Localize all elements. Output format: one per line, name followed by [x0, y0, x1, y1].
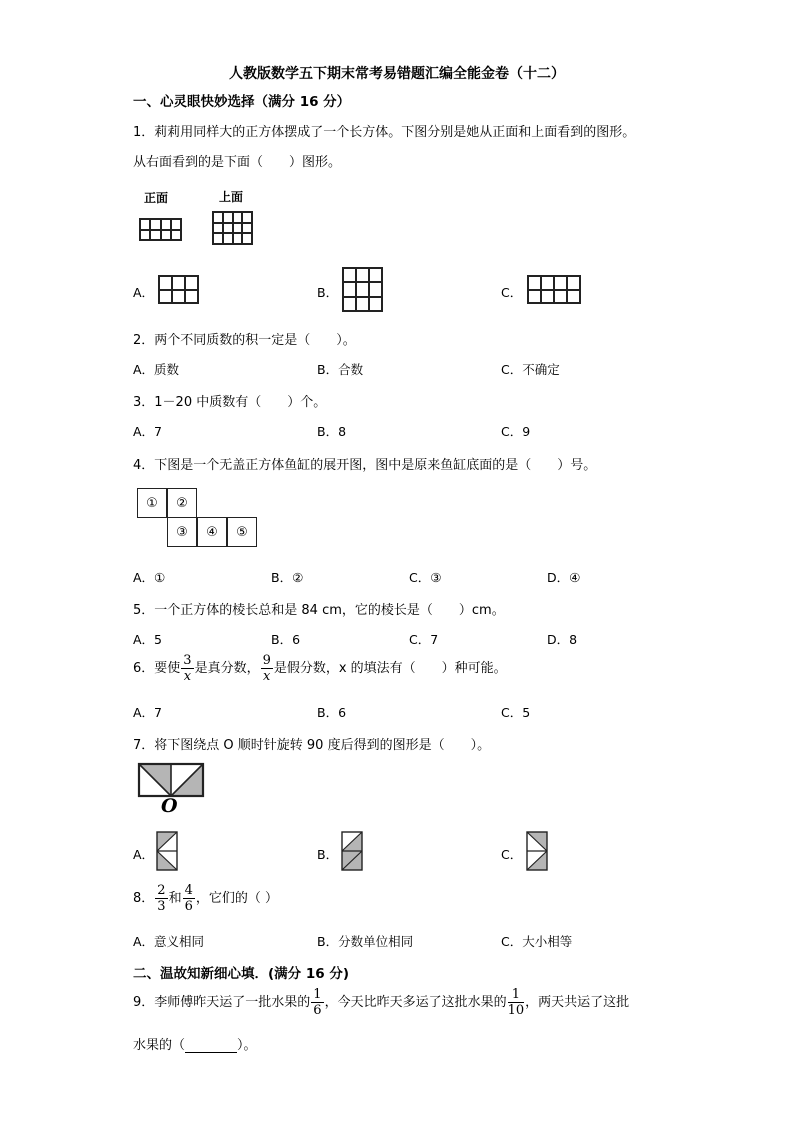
top-view-label: 上面: [219, 190, 244, 204]
q8-option-c[interactable]: C．大小相等: [501, 934, 573, 949]
question-9-line2: [133, 1034, 257, 1053]
q8-option-b[interactable]: B．分数单位相同: [317, 934, 414, 949]
net-cell-2: ②: [167, 488, 197, 518]
q4-option-c[interactable]: C．③: [409, 570, 442, 585]
q7-option-a[interactable]: A．: [133, 847, 155, 862]
q2-option-c[interactable]: C．不确定: [501, 362, 560, 377]
question-1-line1: 1．莉莉用同样大的正方体摆成了一个长方体。下图分别是她从正面和上面看到的图形。: [133, 125, 636, 140]
q4-option-b[interactable]: B．②: [271, 570, 304, 585]
q1-option-a-figure[interactable]: [158, 275, 199, 304]
q4-option-d[interactable]: D．④: [547, 570, 581, 585]
q9-text-pre: 9．李师傅昨天运了一批水果的: [133, 995, 311, 1010]
q8-fraction-2: $\frac{4}{6}$: [184, 883, 193, 914]
top-view-figure: [212, 211, 253, 245]
q2-option-a[interactable]: A．质数: [133, 362, 180, 377]
question-5: 5．一个正方体的棱长总和是 84 cm，它的棱长是（ ）cm。: [133, 603, 505, 618]
q2-option-b[interactable]: B．合数: [317, 362, 364, 377]
net-cell-1: ①: [137, 488, 167, 518]
q1-option-c-figure[interactable]: [527, 275, 581, 304]
q6-option-a[interactable]: A．7: [133, 705, 163, 720]
q9-fraction-2: $\frac{1}{10}$: [507, 987, 525, 1018]
section-heading-2: 二、温故知新细心填．(满分 16 分): [133, 966, 350, 982]
front-view-label: 正面: [144, 191, 169, 205]
question-8: [133, 884, 278, 913]
q7-option-a-figure[interactable]: [155, 830, 179, 872]
q1-option-b-figure[interactable]: [342, 267, 383, 312]
q9-text-post: ，两天共运了这批: [525, 995, 630, 1010]
q7-option-b[interactable]: B．: [317, 847, 339, 862]
question-9-line1: [133, 988, 629, 1017]
q6-option-c[interactable]: C．5: [501, 705, 531, 720]
q1-option-a[interactable]: A．: [133, 285, 155, 300]
question-3: 3．1－20 中质数有（ ）个。: [133, 395, 327, 410]
question-2: 2．两个不同质数的积一定是（ ）。: [133, 333, 356, 348]
q1-option-c[interactable]: C．: [501, 285, 523, 300]
q7-option-c[interactable]: C．: [501, 847, 523, 862]
q7-option-b-figure[interactable]: [340, 830, 364, 872]
question-7: 7．将下图绕点 O 顺时针旋转 90 度后得到的图形是（ ）。: [133, 738, 491, 753]
q3-option-a[interactable]: A．7: [133, 424, 163, 439]
q5-option-d[interactable]: D．8: [547, 632, 578, 647]
q3-option-b[interactable]: B．8: [317, 424, 347, 439]
q8-option-a[interactable]: A．意义相同: [133, 934, 205, 949]
net-cell-3: ③: [167, 517, 197, 547]
q1-option-b[interactable]: B．: [317, 285, 339, 300]
q6-option-b[interactable]: B．6: [317, 705, 347, 720]
point-o-label: O: [161, 795, 178, 817]
q4-option-a[interactable]: A．①: [133, 570, 166, 585]
question-4: 4．下图是一个无盖正方体鱼缸的展开图，图中是原来鱼缸底面的是（ ）号。: [133, 458, 597, 473]
q3-option-c[interactable]: C．9: [501, 424, 531, 439]
question-1-line2: 从右面看到的是下面（ ）图形。: [133, 155, 342, 170]
q5-option-b[interactable]: B．6: [271, 632, 301, 647]
q6-text-pre: 6．要使: [133, 661, 181, 676]
question-6: [133, 654, 507, 683]
section-heading-1: 一、心灵眼快妙选择（满分 16 分）: [133, 94, 351, 110]
q5-option-c[interactable]: C．7: [409, 632, 439, 647]
q9-fraction-1: $\frac{1}{6}$: [313, 987, 322, 1018]
q9-answer-blank[interactable]: [185, 1039, 237, 1053]
q8-text-post: ，它们的（ ）: [195, 891, 278, 906]
q8-text-and: 和: [168, 891, 182, 906]
q6-text-mid: 是真分数，: [194, 661, 260, 676]
q6-fraction-2: $\frac{9}{x}$: [262, 653, 271, 684]
net-cell-5: ⑤: [227, 517, 257, 547]
q9-text-mid: ，今天比昨天多运了这批水果的: [324, 995, 507, 1010]
q8-text-pre: 8．: [133, 891, 155, 906]
q5-option-a[interactable]: A．5: [133, 632, 163, 647]
q8-fraction-1: $\frac{2}{3}$: [157, 883, 166, 914]
page-title: 人教版数学五下期末常考易错题汇编全能金卷（十二）: [229, 66, 565, 82]
q9-line2-post: ）。: [237, 1038, 257, 1053]
net-cell-4: ④: [197, 517, 227, 547]
q7-option-c-figure[interactable]: [525, 830, 549, 872]
q6-fraction-1: $\frac{3}{x}$: [183, 653, 192, 684]
front-view-figure: [139, 218, 182, 241]
q9-line2-pre: 水果的（: [133, 1038, 186, 1053]
q6-text-post: 是假分数，x 的填法有（ ）种可能。: [273, 661, 507, 676]
